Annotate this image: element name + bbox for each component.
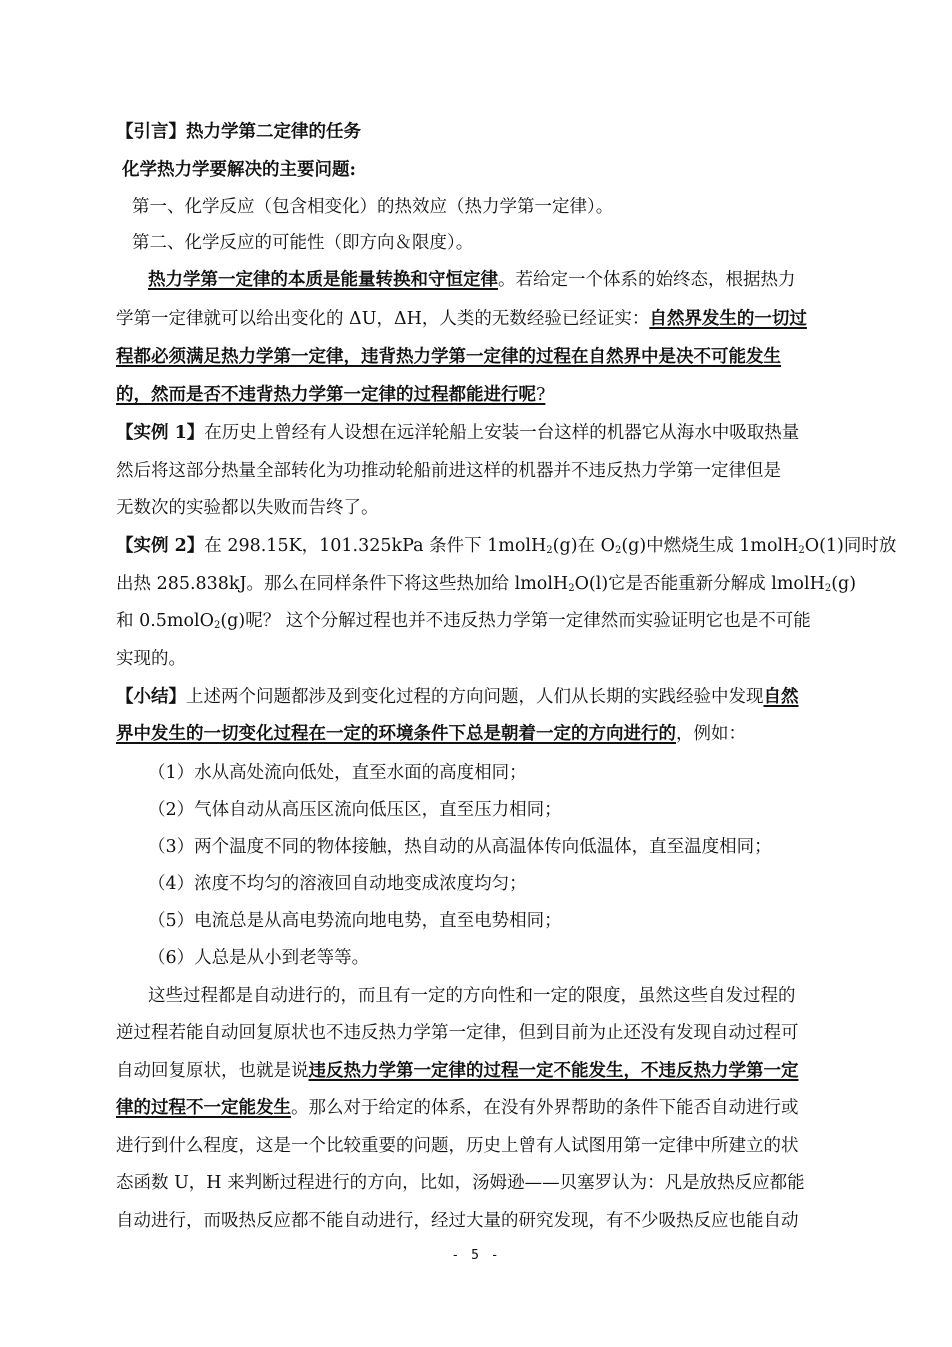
example2-text: O(1)同时放 <box>804 536 897 556</box>
problem-item: 第一、化学反应（包含相变化）的热效应（热力学第一定律）。 <box>132 197 614 217</box>
para2-text: 态函数 U，H 来判断过程进行的方向，比如，汤姆逊——贝塞罗认为：凡是放热反应都能 <box>116 1173 805 1193</box>
para2-text: 自动回复原状，也就是说 <box>116 1061 309 1081</box>
example2-text: 在 298.15K，101.325kPa 条件下 1molH <box>204 536 547 556</box>
para2-line <box>116 1096 864 1120</box>
para2-line <box>116 1059 864 1083</box>
example2-line <box>116 572 864 596</box>
main-question-heading: 化学热力学要解决的主要问题: <box>122 160 356 180</box>
example2-text: 实现的。 <box>116 649 186 669</box>
list-item: （1）水从高处流向低处，直至水面的高度相同； <box>148 763 527 783</box>
para1-emphasis: 自然界发生的一切过 <box>649 309 807 329</box>
subscript: 2 <box>614 545 622 556</box>
summary-line <box>116 685 864 709</box>
summary-emphasis: 界中发生的一切变化过程在一定的环境条件下总是朝着一定的方向进行的 <box>116 724 676 744</box>
page-number: - 5 - <box>451 1248 501 1263</box>
subscript: 2 <box>824 583 832 594</box>
list-item: （6）人总是从小到老等等。 <box>148 948 370 968</box>
example2-line <box>116 609 864 633</box>
subscript: 2 <box>568 583 575 594</box>
example2-text: (g)在 O <box>552 536 615 556</box>
para1-emphasis: 的，然而是否不违背热力学第一定律的过程都能进行呢 <box>116 385 536 405</box>
example2-text: (g)中燃烧生成 1molH <box>621 536 799 556</box>
para2-text: 自动进行，而吸热反应都不能自动进行，经过大量的研究发现，有不少吸热反应也能自动 <box>116 1211 799 1231</box>
para2-text: 逆过程若能自动回复原状也不违反热力学第一定律，但到目前为止还没有发现自动过程可 <box>116 1023 799 1043</box>
intro-heading: 【引言】热力学第二定律的任务 <box>116 122 361 142</box>
summary-emphasis: 自然 <box>763 687 799 707</box>
example2-text: 出热 285.838kJ。那么在同样条件下将这些热加给 lmolH <box>116 574 569 594</box>
first-law-essence: 热力学第一定律的本质是能量转换和守恒定律 <box>148 270 498 290</box>
example2-label: 【实例 2】 <box>116 536 205 556</box>
summary-text: 上述两个问题都涉及到变化过程的方向问题，人们从长期的实践经验中发现 <box>186 687 764 707</box>
subscript: 2 <box>546 545 553 556</box>
example1-text: 在历史上曾经有人设想在远洋轮船上安装一台这样的机器它从海水中吸取热量 <box>204 423 800 443</box>
subscript: 2 <box>798 545 805 556</box>
example2-text: (g) <box>831 574 857 594</box>
list-item: （4）浓度不均匀的溶液回自动地变成浓度均匀； <box>148 874 527 894</box>
para2-emphasis: 律的过程不一定能发生 <box>116 1098 291 1118</box>
example2-text: (g)呢？ 这个分解过程也并不违反热力学第一定律然而实验证明它也是不可能 <box>220 611 811 631</box>
example1-text: 无数次的实验都以失败而告终了。 <box>116 498 379 518</box>
para1-line <box>116 307 864 331</box>
para1-text: ? <box>536 385 546 405</box>
para1-text: 。若给定一个体系的始终态，根据热力 <box>498 270 796 290</box>
para1-line <box>148 268 864 292</box>
list-item: （2）气体自动从高压区流向低压区，直至压力相同； <box>148 800 562 820</box>
para2-text: 。那么对于给定的体系，在没有外界帮助的条件下能否自动进行或 <box>291 1098 799 1118</box>
summary-text: ，例如： <box>676 724 746 744</box>
list-item: （3）两个温度不同的物体接触，热自动的从高温体传向低温体，直至温度相同； <box>148 837 772 857</box>
summary-line <box>116 722 864 746</box>
summary-label: 【小结】 <box>116 687 186 707</box>
para1-text: 学第一定律就可以给出变化的 ΔU，ΔH，人类的无数经验已经证实： <box>116 309 650 329</box>
list-item: （5）电流总是从高电势流向地电势，直至电势相同； <box>148 911 562 931</box>
problem-item: 第二、化学反应的可能性（即方向＆限度）。 <box>132 233 474 253</box>
subscript: 2 <box>213 620 221 631</box>
example2-text: 和 0.5molO <box>116 611 214 631</box>
example1-label: 【实例 1】 <box>116 423 205 443</box>
para2-emphasis: 违反热力学第一定律的过程一定不能发生，不违反热力学第一定 <box>308 1061 799 1081</box>
example1-text: 然后将这部分热量全部转化为功推动轮船前进这样的机器并不违反热力学第一定律但是 <box>116 461 781 481</box>
para2-text: 进行到什么程度，这是一个比较重要的问题，历史上曾有人试图用第一定律中所建立的状 <box>116 1136 799 1156</box>
example1-line <box>116 421 864 445</box>
example2-line <box>116 534 897 558</box>
para2-text: 这些过程都是自动进行的，而且有一定的方向性和一定的限度，虽然这些自发过程的 <box>148 986 796 1006</box>
para1-emphasis: 程都必须满足热力学第一定律，违背热力学第一定律的过程在自然界中是决不可能发生 <box>116 347 781 367</box>
para1-line <box>116 383 864 407</box>
example2-text: O(l)它是否能重新分解成 lmolH <box>574 574 825 594</box>
